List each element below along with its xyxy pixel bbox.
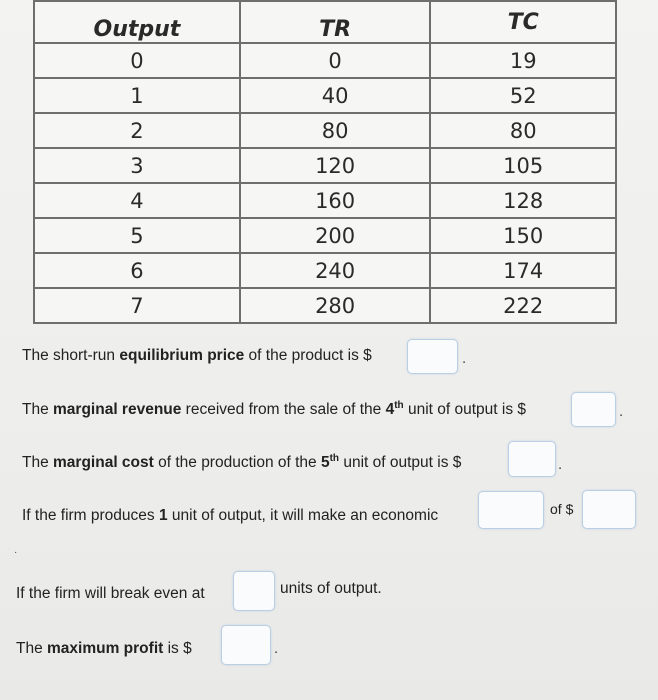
cell-output: 3 [34,148,240,183]
q5-text-post: units of output. [280,580,382,597]
question-maximum-profit [16,640,192,658]
cost-table-container [33,0,617,326]
q4-unit-number: 1 [158,507,168,524]
q2-ordinal-suffix: th [394,400,404,411]
cell-tr: 40 [240,78,431,113]
question-economic-result [22,507,438,525]
q3-period: . [558,456,563,473]
table-row [34,183,616,218]
equilibrium-price-input[interactable] [407,339,458,374]
cell-tc: 19 [430,43,616,78]
table-row [34,253,616,288]
q5-text-pre: If the firm will break even at [16,585,205,602]
cell-output: 0 [34,43,240,78]
cell-output: 4 [34,183,240,218]
cell-tr: 280 [240,288,431,323]
q6-text-post: is $ [163,640,192,657]
cell-tc: 174 [430,253,616,288]
header-tr: TR [240,1,431,43]
q2-text-pre: The [22,401,54,419]
q2-unit-number: 4 [385,401,395,419]
cell-tc: 105 [430,148,616,183]
q3-text-post: unit of output is $ [339,454,462,472]
cell-tc: 128 [430,183,616,218]
question-break-even [16,585,205,603]
q6-period: . [274,640,279,657]
marginal-revenue-input[interactable] [571,392,616,427]
table-row [34,78,616,113]
stray-dot: · [14,547,18,558]
header-output: Output [34,1,240,43]
question-equilibrium-price [22,347,372,365]
q3-text-bold: marginal cost [53,454,154,472]
cell-tc: 80 [430,113,616,148]
table-row [34,148,616,183]
table-row [34,113,616,148]
table-row [34,288,616,323]
maximum-profit-input[interactable] [221,625,271,665]
q2-text-post: unit of output is $ [403,401,526,419]
cell-tr: 240 [240,253,431,288]
q2-period: . [619,403,624,420]
cell-tc: 52 [430,78,616,113]
cell-tc: 222 [430,288,616,323]
q3-ordinal-suffix: th [329,453,340,464]
q1-text-pre: The short-run [22,347,120,364]
cell-output: 7 [34,288,240,323]
q3-text-mid: of the production of the [153,454,321,472]
q6-text-bold: maximum profit [47,640,164,657]
cell-tc: 150 [430,218,616,253]
cell-output: 6 [34,253,240,288]
q4-text-post: unit of output, it will make an economic [167,507,439,524]
cell-tr: 0 [240,43,431,78]
cell-tr: 200 [240,218,431,253]
cell-tr: 80 [240,113,431,148]
q5-units-label [280,580,382,598]
q4-of-dollar-label: of $ [550,501,574,517]
q1-period: . [462,350,467,367]
q1-text-post: of the product is $ [244,347,372,364]
q4-text-pre: If the firm produces [22,507,159,524]
economic-profit-or-loss-select[interactable] [478,491,544,529]
cost-table [33,0,617,324]
table-row [34,43,616,78]
economic-amount-input[interactable] [582,490,636,529]
question-marginal-cost [22,453,461,472]
q3-unit-number: 5 [320,454,330,472]
q2-text-bold: marginal revenue [53,401,182,419]
question-marginal-revenue [22,400,526,419]
q3-text-pre: The [22,454,54,472]
marginal-cost-input[interactable] [508,441,556,477]
q6-text-pre: The [16,640,48,657]
cell-output: 5 [34,218,240,253]
table-header-row [34,1,616,43]
cell-output: 1 [34,78,240,113]
break-even-units-input[interactable] [233,571,275,611]
q2-text-mid: received from the sale of the [181,401,386,419]
cell-output: 2 [34,113,240,148]
cell-tr: 120 [240,148,431,183]
table-row [34,218,616,253]
cell-tr: 160 [240,183,431,218]
header-tc: TC [430,1,616,43]
q1-text-bold: equilibrium price [119,347,245,364]
